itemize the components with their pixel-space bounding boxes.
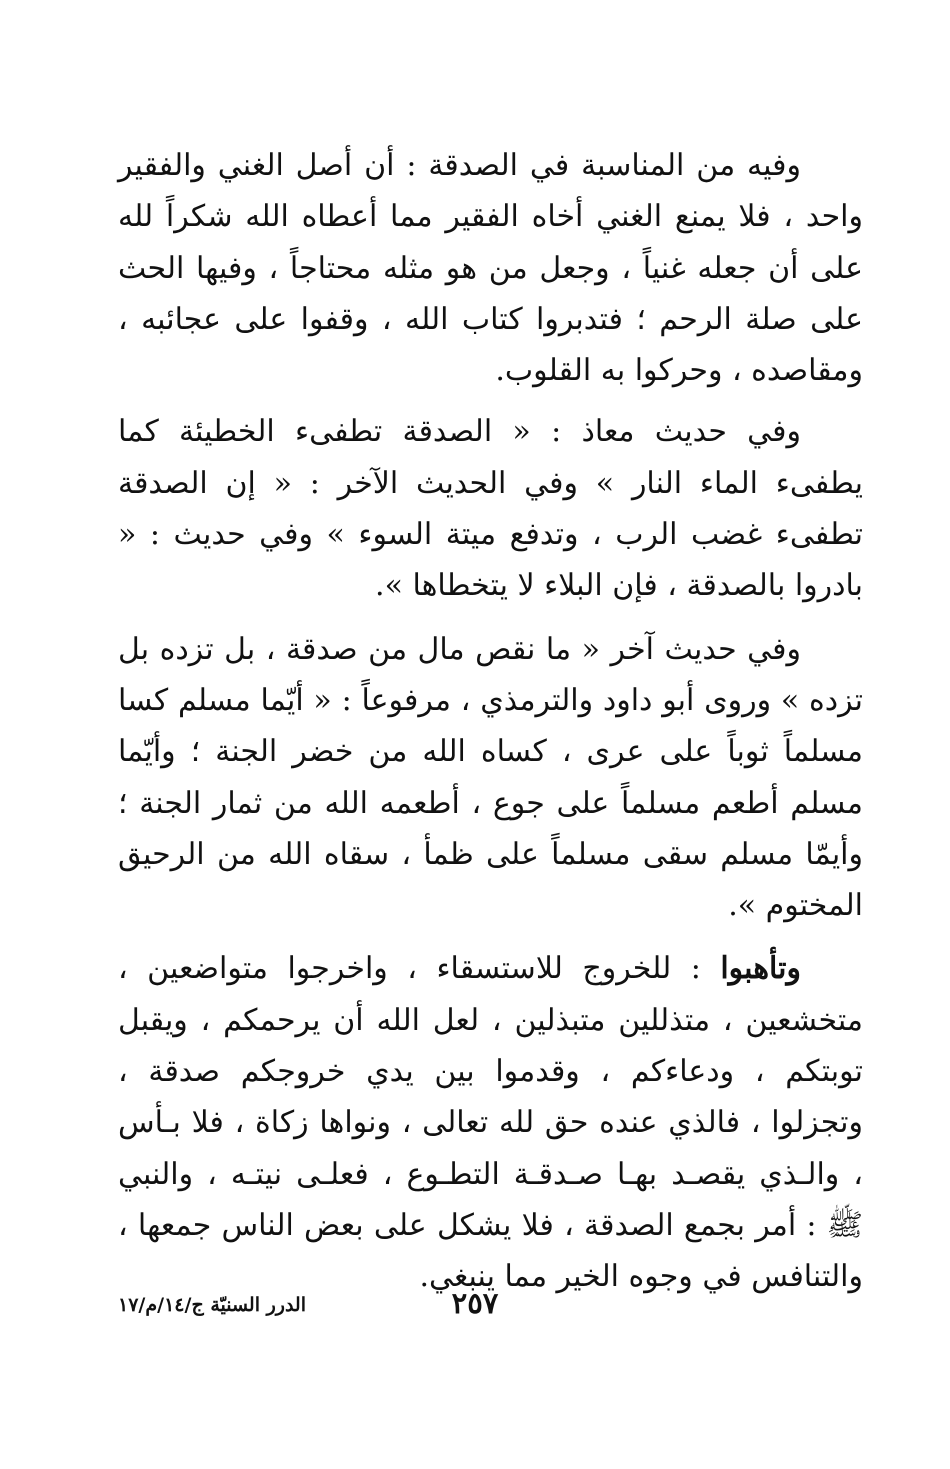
footer-source-reference: الدرر السنيّة ج/١٤/م/١٧ xyxy=(118,1294,306,1316)
page-number: ٢٥٧ xyxy=(451,1286,499,1320)
paragraph-4-lead-word: وتأهبوا xyxy=(720,951,801,987)
paragraph-1: وفيه من المناسبة في الصدقة : أن أصل الغني والفقير واحد ، فلا يمنع الغني أخاه الفقير مما أعطاه الله شكراً لله على أن جعله غنياً ، وجعل من هو مثله محتاجاً ، وفيها الحث على صلة الرحم ؛ فتدبروا كتاب الله ، وقفوا على عجائبه ، ومقاصده ، وحركوا به القلوب. xyxy=(118,148,863,389)
paragraph-4-text: : للخروج للاستسقاء ، واخرجوا متواضعين ، متخشعين ، متذللين متبذلين ، لعل الله أن يرحمكم ، ويقبل توبتكم ، ودعاءكم ، وقدموا بين يدي خروجكم صدقة ، وتجزلوا ، فالذي عنده حق لله تعالى ، ونواها زكاة ، فلا بـأس ، والـذي يقصـد بهـا صـدقـة التطـوع ، فعلـى نيتـه ، والنبي ﷺ : أمر بجمع الصدقة ، فلا يشكل على بعض الناس جمعها ، والتنافس في وجوه الخير مما ينبغي. xyxy=(118,951,863,1295)
paragraph-3: وفي حديث آخر « ما نقص مال من صدقة ، بل تزده بل تزده » وروى أبو داود والترمذي ، مرفوعاً : « أيّما مسلم كسا مسلماً ثوباً على عرى ، كساه الله من خضر الجنة ؛ وأيّما مسلم أطعم مسلماً على جوع ، أطعمه الله من ثمار الجنة ؛ وأيمّا مسلم سقى مسلماً على ظمأ ، سقاه الله من الرحيق المختوم ». xyxy=(118,631,863,924)
body-text xyxy=(118,140,863,1316)
paragraph-2: وفي حديث معاذ : « الصدقة تطفىء الخطيئة كما يطفىء الماء النار » وفي الحديث الآخر : « إن الصدقة تطفىء غضب الرب ، وتدفع ميتة السوء » وفي حديث : « بادروا بالصدقة ، فإن البلاء لا يتخطاها ». xyxy=(118,414,863,604)
paragraph-4 xyxy=(118,943,863,1302)
